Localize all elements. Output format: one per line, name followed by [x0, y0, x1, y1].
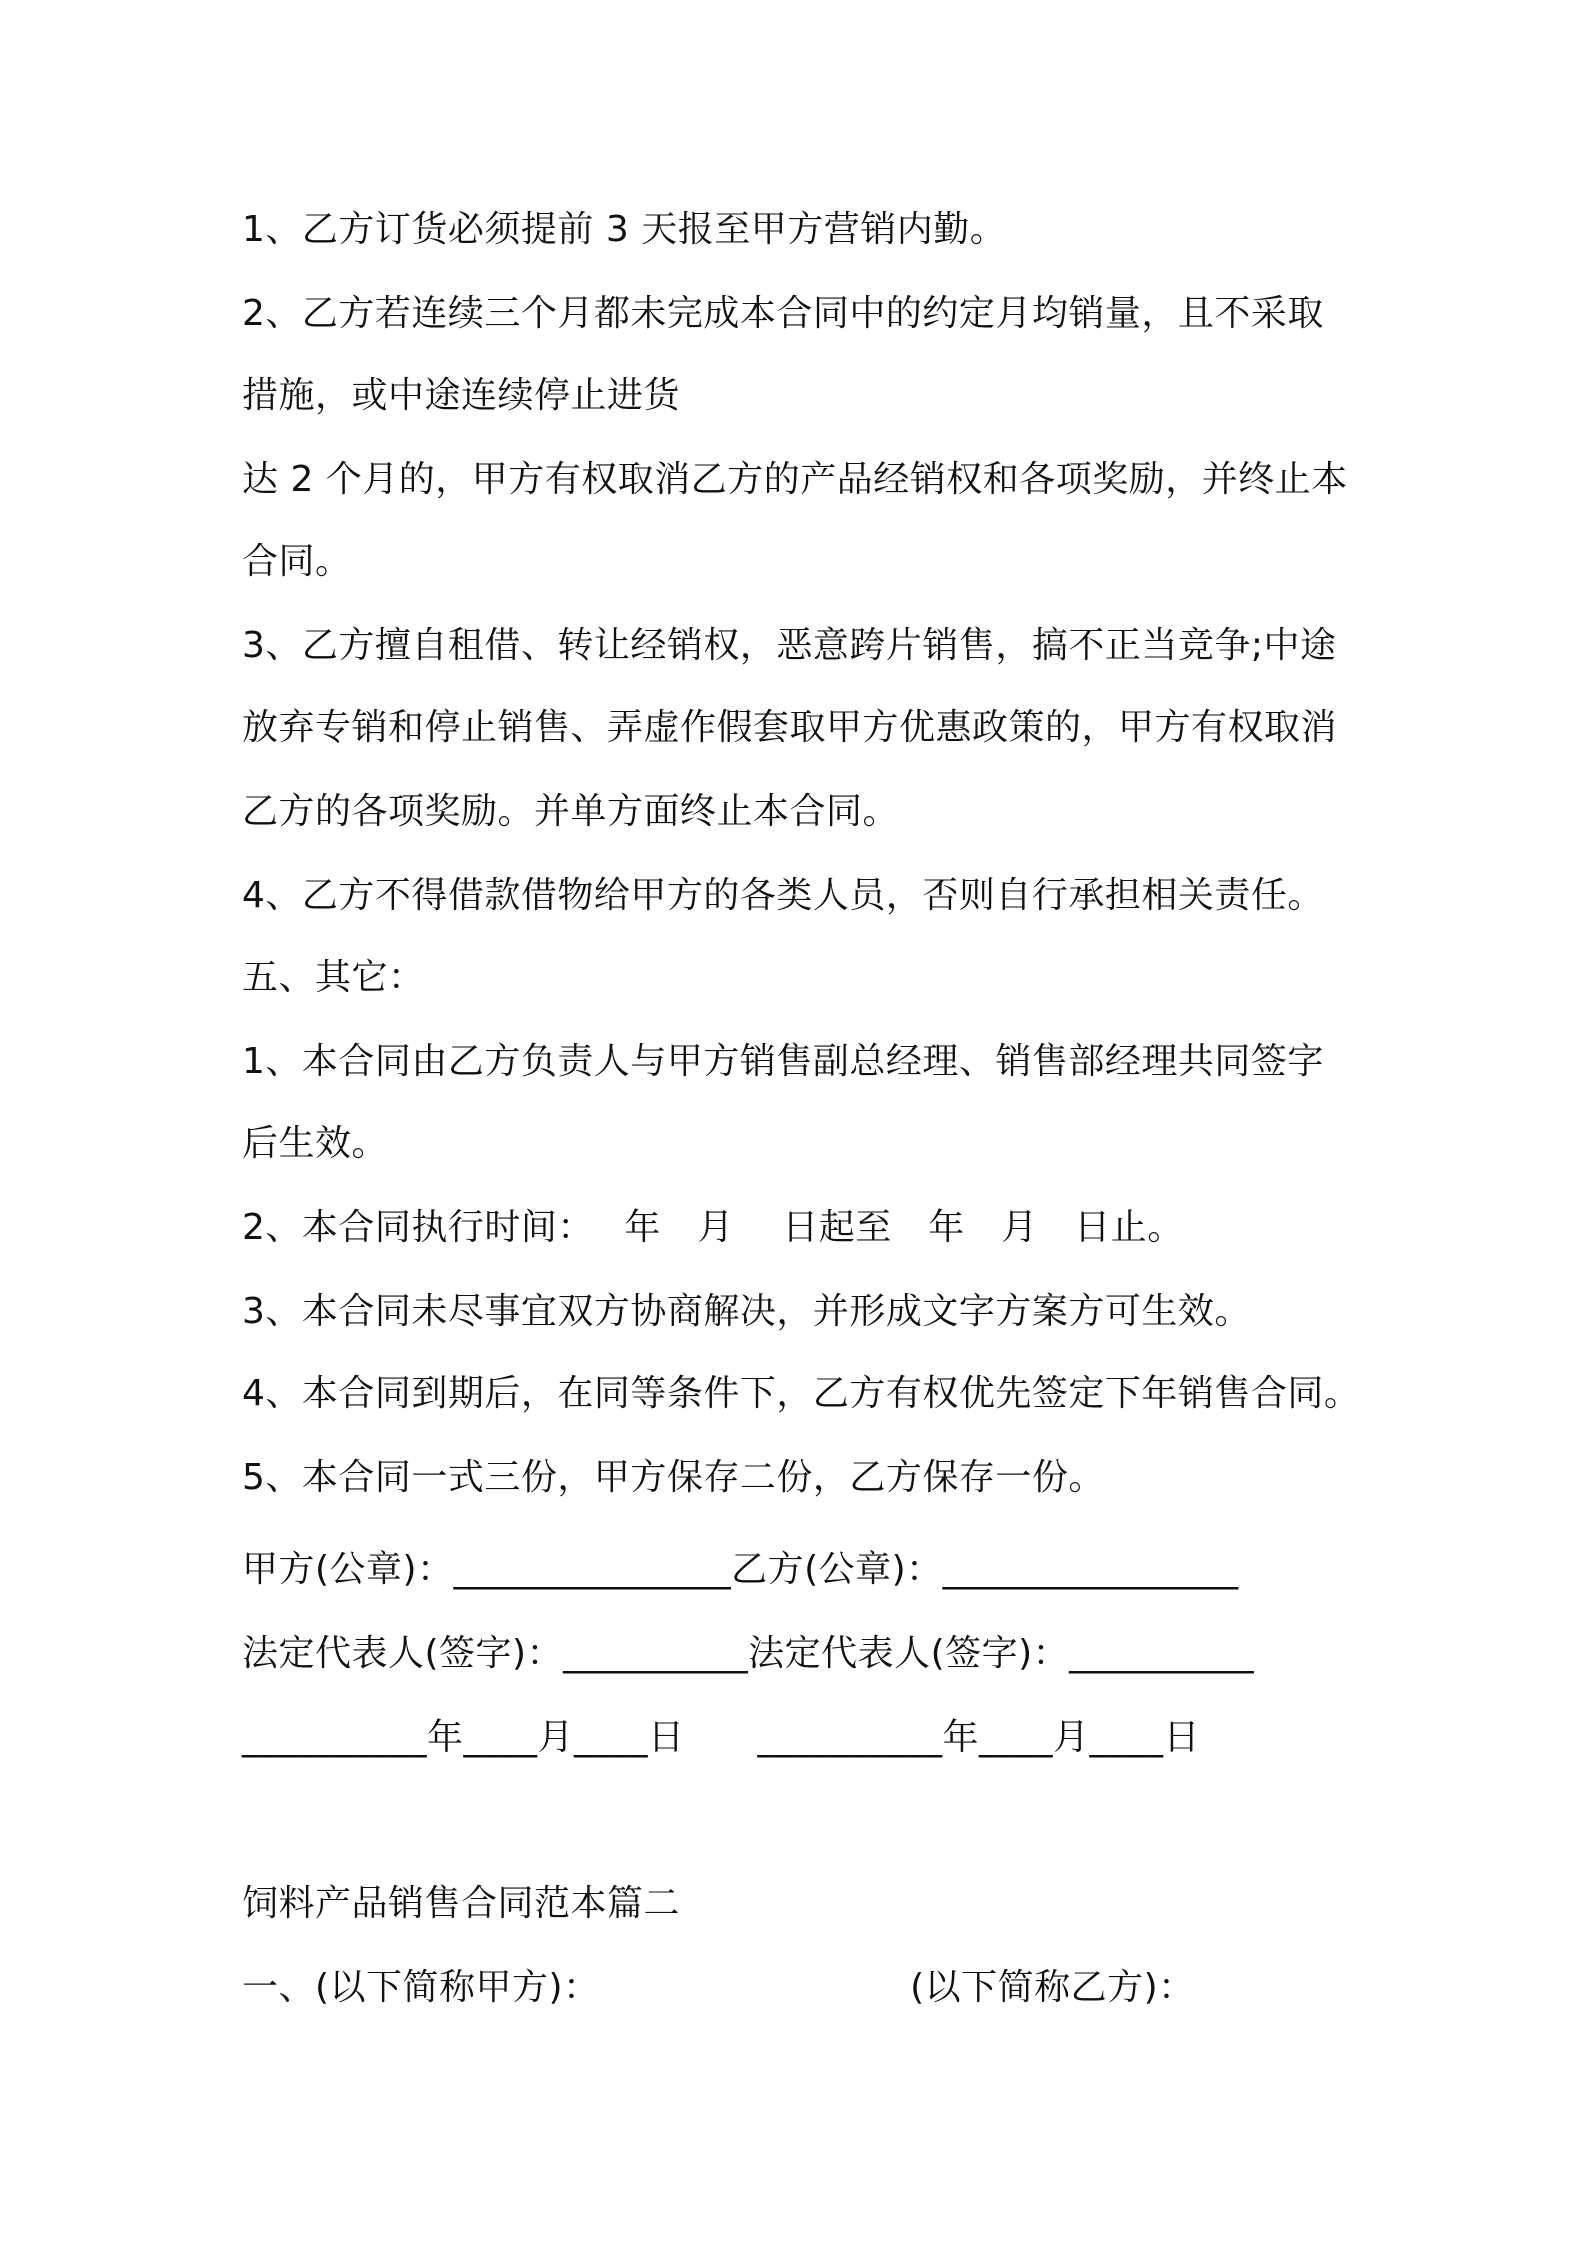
clause-3-line-1: 3、乙方擅自租借、转让经销权，恶意跨片销售，搞不正当竞争;中途 [242, 625, 1337, 666]
other-1-line-1: 1、本合同由乙方负责人与甲方销售副总经理、销售部经理共同签字 [242, 1041, 1324, 1082]
signature-seal-line: 甲方(公章)：_______________乙方(公章)：________________ [242, 1549, 1239, 1590]
other-3-negotiation: 3、本合同未尽事宜双方协商解决，并形成文字方案方可生效。 [242, 1291, 1251, 1332]
other-1-line-2: 后生效。 [242, 1123, 389, 1164]
clause-4-no-loans: 4、乙方不得借款借物给甲方的各类人员，否则自行承担相关责任。 [242, 875, 1324, 916]
clause-2-line-2: 措施，或中途连续停止进货 [242, 375, 681, 416]
clause-2-line-4: 合同。 [242, 541, 352, 582]
parties-line: 一、(以下简称甲方)： (以下简称乙方)： [242, 1967, 1195, 2008]
section-5-heading: 五、其它： [242, 957, 425, 998]
signature-date-line: __________年____月____日 __________年____月____日 [242, 1717, 1201, 1758]
clause-2-line-3: 达 2 个月的，甲方有权取消乙方的产品经销权和各项奖励，并终止本 [242, 459, 1348, 500]
clause-3-line-2: 放弃专销和停止销售、弄虚作假套取甲方优惠政策的，甲方有权取消 [242, 707, 1338, 748]
other-4-renewal-priority: 4、本合同到期后，在同等条件下，乙方有权优先签定下年销售合同。 [242, 1373, 1361, 1414]
signature-representative-line: 法定代表人(签字)：__________法定代表人(签字)：__________ [242, 1633, 1255, 1674]
section-title-part-two: 饲料产品销售合同范本篇二 [242, 1883, 681, 1924]
clause-2-line-1: 2、乙方若连续三个月都未完成本合同中的约定月均销量，且不采取 [242, 293, 1324, 334]
clause-3-line-3: 乙方的各项奖励。并单方面终止本合同。 [242, 791, 900, 832]
clause-1-order-notice: 1、乙方订货必须提前 3 天报至甲方营销内勤。 [242, 209, 1007, 250]
other-5-copies: 5、本合同一式三份，甲方保存二份，乙方保存一份。 [242, 1457, 1105, 1498]
other-2-execution-period: 2、本合同执行时间： 年 月 日起至 年 月 日止。 [242, 1207, 1184, 1248]
